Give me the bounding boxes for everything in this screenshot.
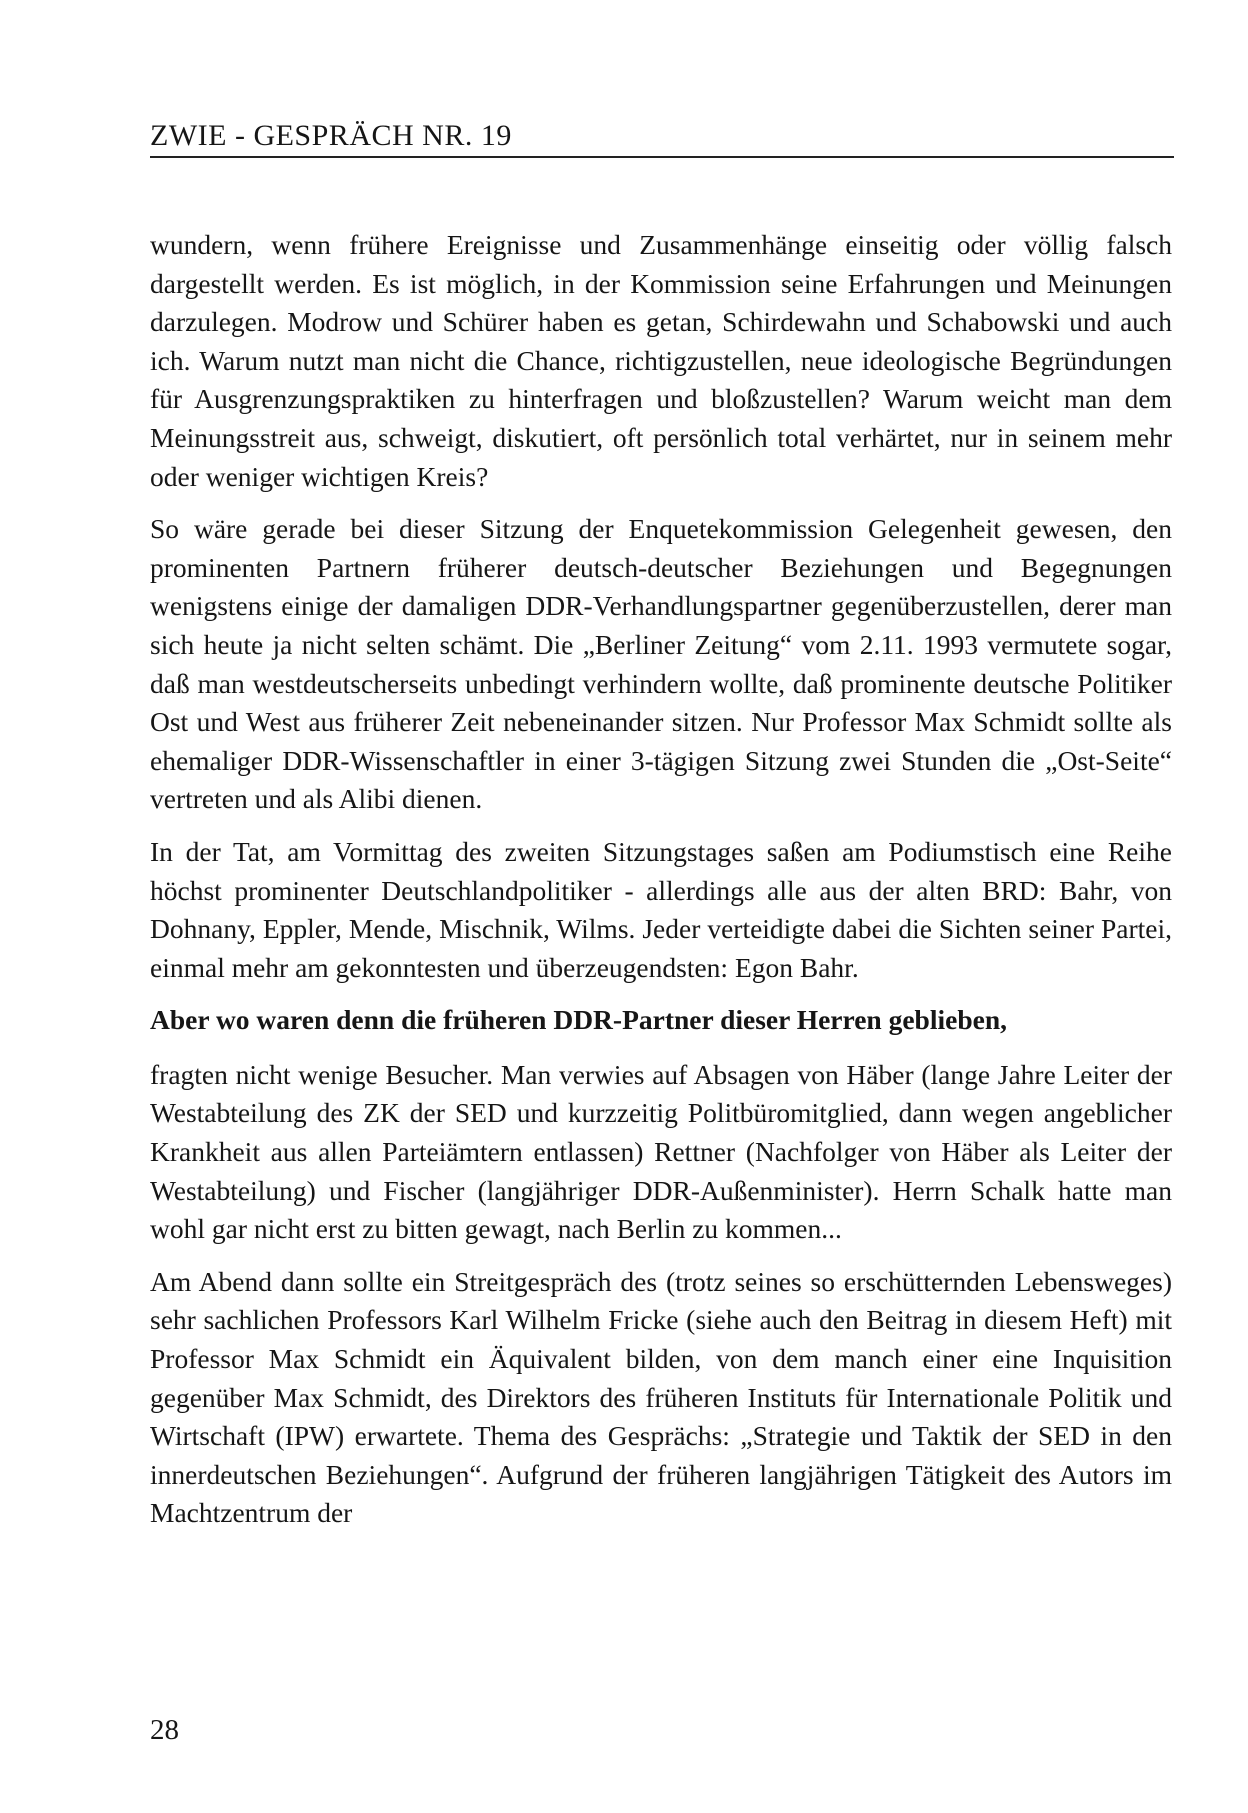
bold-subheading: Aber wo waren denn die früheren DDR-Partner dieser Herren geblieben, [150, 1004, 1007, 1036]
paragraph-4: fragten nicht wenige Besucher. Man verwies auf Absagen von Häber (lange Jahre Leiter der Westabteilung des ZK der SED und kurzzeitig Politbüromitglied, dann wegen angeblicher Krankheit aus allen Parteiämtern entlassen) Rettner (Nachfolger von Häber als Leiter der Westabteilung) und Fischer (langjähriger DDR-Außenminister). Herrn Schalk hatte man wohl gar nicht erst zu bitten gewagt, nach Berlin zu kommen... [150, 1058, 1172, 1245]
paragraph-1: wundern, wenn frühere Ereignisse und Zusammenhänge einseitig oder völlig falsch dargestellt werden. Es ist möglich, in der Kommission seine Erfahrungen und Meinungen darzulegen. Modrow und Schürer haben es getan, Schirdewahn und Schabowski und auch ich. Warum nutzt man nicht die Chance, richtigzustellen, neue ideologische Begründungen für Ausgrenzungspraktiken zu hinterfragen und bloßzustellen? Warum weicht man dem Meinungsstreit aus, schweigt, diskutiert, oft persönlich total verhärtet, nur in seinem mehr oder weniger wichtigen Kreis? [150, 229, 1172, 492]
page-number: 28 [150, 1714, 179, 1746]
body-text [150, 226, 1172, 1547]
paragraph-3: In der Tat, am Vormittag des zweiten Sitzungstages saßen am Podiumstisch eine Reihe höchst prominenter Deutschlandpolitiker - allerdings alle aus der alten BRD: Bahr, von Dohnany, Eppler, Mende, Mischnik, Wilms. Jeder verteidigte dabei die Sichten seiner Partei, einmal mehr am gekonntesten und überzeugendsten: Egon Bahr. [150, 835, 1172, 983]
paragraph-5: Am Abend dann sollte ein Streitgespräch des (trotz seines so erschütternden Lebensweges) sehr sachlichen Professors Karl Wilhelm Fricke (siehe auch den Beitrag in diesem Heft) mit Professor Max Schmidt ein Äquivalent bilden, von dem manch einer eine Inquisition gegenüber Max Schmidt, des Direktors des früheren Instituts für Internationale Politik und Wirtschaft (IPW) erwartete. Thema des Gesprächs: „Strategie und Taktik der SED in den innerdeutschen Beziehungen“. Aufgrund der früheren langjährigen Tätigkeit des Autors im Machtzentrum der [150, 1265, 1172, 1529]
paragraph-2: So wäre gerade bei dieser Sitzung der Enquetekommission Gelegenheit gewesen, den prominenten Partnern früherer deutsch-deutscher Beziehungen und Begegnungen wenigstens einige der damaligen DDR-Verhandlungspartner gegenüberzustellen, derer man sich heute ja nicht selten schämt. Die „Berliner Zeitung“ vom 2.11. 1993 vermutete sogar, daß man westdeutscherseits unbedingt verhindern wollte, daß prominente deutsche Politiker Ost und West aus früherer Zeit nebeneinander sitzen. Nur Professor Max Schmidt sollte als ehemaliger DDR-Wissenschaftler in einer 3-tägigen Sitzung zwei Stunden die „Ost-Seite“ vertreten und als Alibi dienen. [150, 513, 1172, 815]
running-header: ZWIE - GESPRÄCH NR. 19 [150, 118, 1174, 158]
